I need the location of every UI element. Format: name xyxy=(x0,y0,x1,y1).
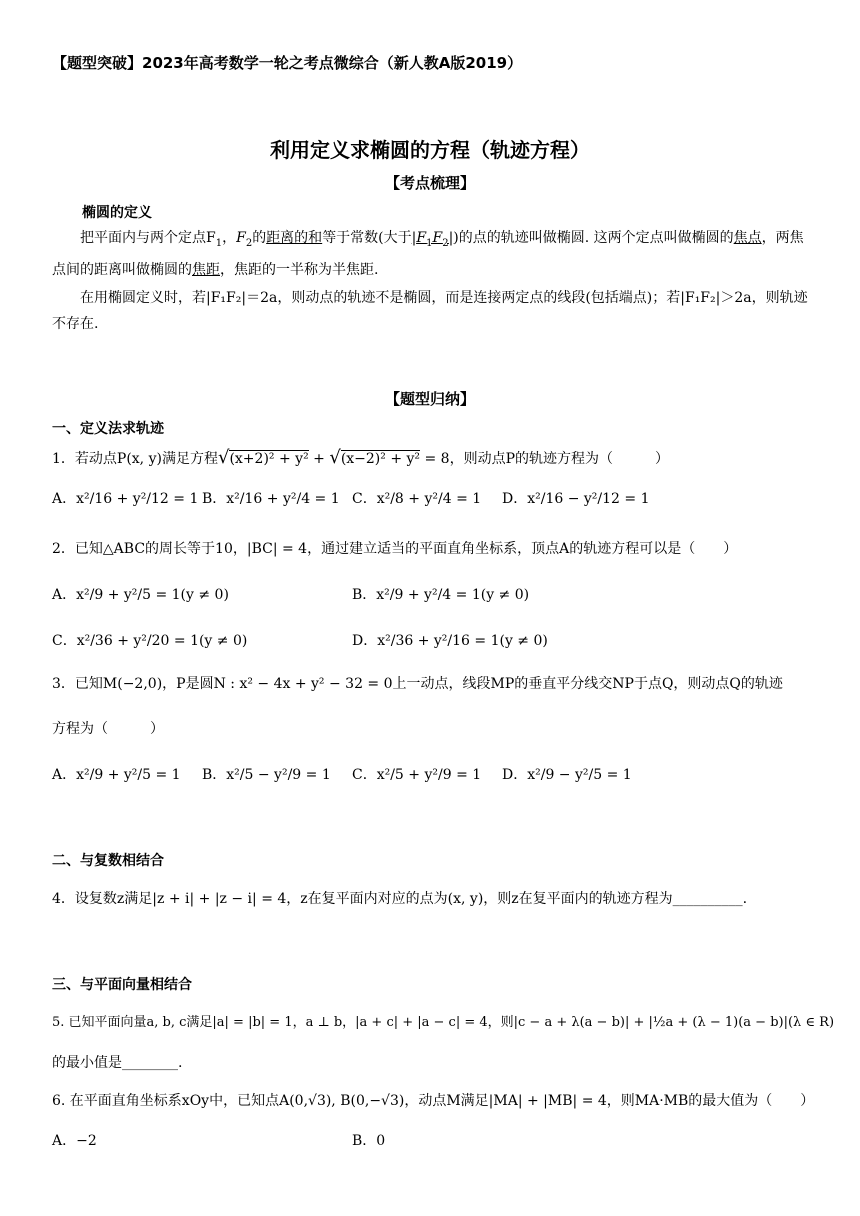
document-header: 【题型突破】2023年高考数学一轮之考点微综合（新人教A版2019） xyxy=(52,54,523,72)
def-underline-focal: 焦距 xyxy=(192,261,220,278)
q1-option-c[interactable] xyxy=(352,488,481,508)
q2-option-b[interactable] xyxy=(352,584,529,604)
q2-option-c-text: C．x²/36 + y²/20 = 1(y ≠ 0) xyxy=(52,633,248,649)
q6-option-a[interactable] xyxy=(52,1130,97,1150)
question-5-line-2: 的最小值是________. xyxy=(52,1055,183,1071)
q2-option-a-text: A．x²/9 + y²/5 = 1(y ≠ 0) xyxy=(52,587,229,603)
def-underline-f1f2: $|F_1F_2|$ xyxy=(411,230,454,249)
def-text-b: 的 xyxy=(252,230,267,246)
def-underline-focus: 焦点 xyxy=(733,230,762,246)
q2-option-d-text: D．x²/36 + y²/16 = 1(y ≠ 0) xyxy=(352,633,548,649)
q3-option-a[interactable] xyxy=(52,764,181,784)
question-3-line-1: 3．已知M(−2,0)，P是圆N : x² − 4x + y² − 32 = 0上一动点，线段MP的垂直平分线交NP于点Q，则动点Q的轨迹 xyxy=(52,676,783,692)
q3-option-c-text: C．x²/5 + y²/9 = 1 xyxy=(352,767,482,783)
q2-option-c[interactable] xyxy=(52,630,247,650)
section-heading-types: 【题型归纳】 xyxy=(384,390,475,408)
question-1: 1．若动点P(x, y)满足方程√(x+2)² + y² + √(x−2)² + y² = 8，则动点P的轨迹方程为（ ） xyxy=(52,447,670,468)
question-4: 4．设复数z满足|z + i| + |z − i| = 4，z在复平面内对应的点为(x, y)，则z在复平面内的轨迹方程为__________. xyxy=(52,891,748,907)
q3-option-b[interactable] xyxy=(202,764,331,784)
q1-eq: = 8 xyxy=(424,451,450,467)
q6-option-b-text: B．0 xyxy=(352,1133,386,1149)
q3-option-a-text: A．x²/9 + y²/5 = 1 xyxy=(52,767,181,783)
def-text-a: 把平面内与两个定点F xyxy=(80,230,216,246)
type-heading-1: 一、定义法求轨迹 xyxy=(52,421,164,437)
q3-option-d[interactable] xyxy=(502,764,632,784)
q1-option-a[interactable] xyxy=(52,488,198,508)
q1-option-d[interactable] xyxy=(502,488,650,508)
question-5-line-1: 5. 已知平面向量a, b, c满足|a| = |b| = 1，a ⊥ b，|a + c| + |a − c| = 4，则|c − a + λ(a − b)| + |½a + (λ − 1)(a − b)|(λ ∈ R) xyxy=(52,1015,835,1030)
def-underline-sum: 距离的和 xyxy=(266,230,323,246)
q1-option-a-text: A．x²/16 + y²/12 = 1 xyxy=(52,491,199,507)
question-2: 2．已知△ABC的周长等于10，|BC| = 4，通过建立适当的平面直角坐标系，顶点A的轨迹方程可以是（ ） xyxy=(52,541,738,557)
section-heading-knowledge: 【考点梳理】 xyxy=(384,174,475,192)
q2-option-b-text: B．x²/9 + y²/4 = 1(y ≠ 0) xyxy=(352,587,530,603)
def-text-f: ，焦距的一半称为半焦距. xyxy=(220,261,379,278)
q1-option-d-text: D．x²/16 − y²/12 = 1 xyxy=(502,491,650,507)
def-text-e: ，两焦点间的距离叫做椭圆的 xyxy=(52,230,804,278)
definition-paragraph: 把平面内与两个定点$F_1$，$F_2$的距离的和等于常数(大于$|F_1F_2|$)的点的轨迹叫做椭圆. 这两个定点叫做椭圆的焦点，两焦点间的距离叫做椭圆的焦距，焦距的一半称为半焦距. xyxy=(52,230,804,278)
q3-option-c[interactable] xyxy=(352,764,481,784)
q1-stem-a: 1．若动点P(x, y)满足方程 xyxy=(52,451,218,467)
q2-option-d[interactable] xyxy=(352,630,548,650)
def-text-d: )的点的轨迹叫做椭圆. 这两个定点叫做椭圆的 xyxy=(453,230,734,246)
page-title: 利用定义求椭圆的方程（轨迹方程） xyxy=(270,138,590,162)
q6-option-a-text: A．−2 xyxy=(52,1133,97,1149)
q1-sqrt-1: (x+2)² + y² xyxy=(229,451,309,467)
q3-option-d-text: D．x²/9 − y²/5 = 1 xyxy=(502,767,632,783)
q1-sqrt-2: (x−2)² + y² xyxy=(340,451,421,467)
q2-option-a[interactable] xyxy=(52,584,229,604)
q1-stem-b: ，则动点P的轨迹方程为（ ） xyxy=(449,451,670,467)
q1-option-b[interactable] xyxy=(202,488,340,508)
question-6: 6. 在平面直角坐标系xOy中，已知点A(0,√3), B(0,−√3)，动点M满足|MA| + |MB| = 4，则MA·MB的最大值为（ ） xyxy=(52,1093,815,1109)
type-heading-3: 三、与平面向量相结合 xyxy=(52,977,192,993)
definition-heading: 椭圆的定义 xyxy=(82,205,152,221)
question-3-line-2: 方程为（ ） xyxy=(52,721,164,737)
def-text-c: 等于常数(大于 xyxy=(322,230,412,246)
type-heading-2: 二、与复数相结合 xyxy=(52,853,164,869)
q3-option-b-text: B．x²/5 − y²/9 = 1 xyxy=(202,767,331,783)
q1-option-c-text: C．x²/8 + y²/4 = 1 xyxy=(352,491,482,507)
definition-note: 在用椭圆定义时，若|F₁F₂|＝2a，则动点的轨迹不是椭圆，而是连接两定点的线段(包括端点)；若|F₁F₂|＞2a，则轨迹不存在. xyxy=(52,290,808,332)
q1-option-b-text: B．x²/16 + y²/4 = 1 xyxy=(202,491,340,507)
q6-option-b[interactable] xyxy=(352,1130,385,1150)
